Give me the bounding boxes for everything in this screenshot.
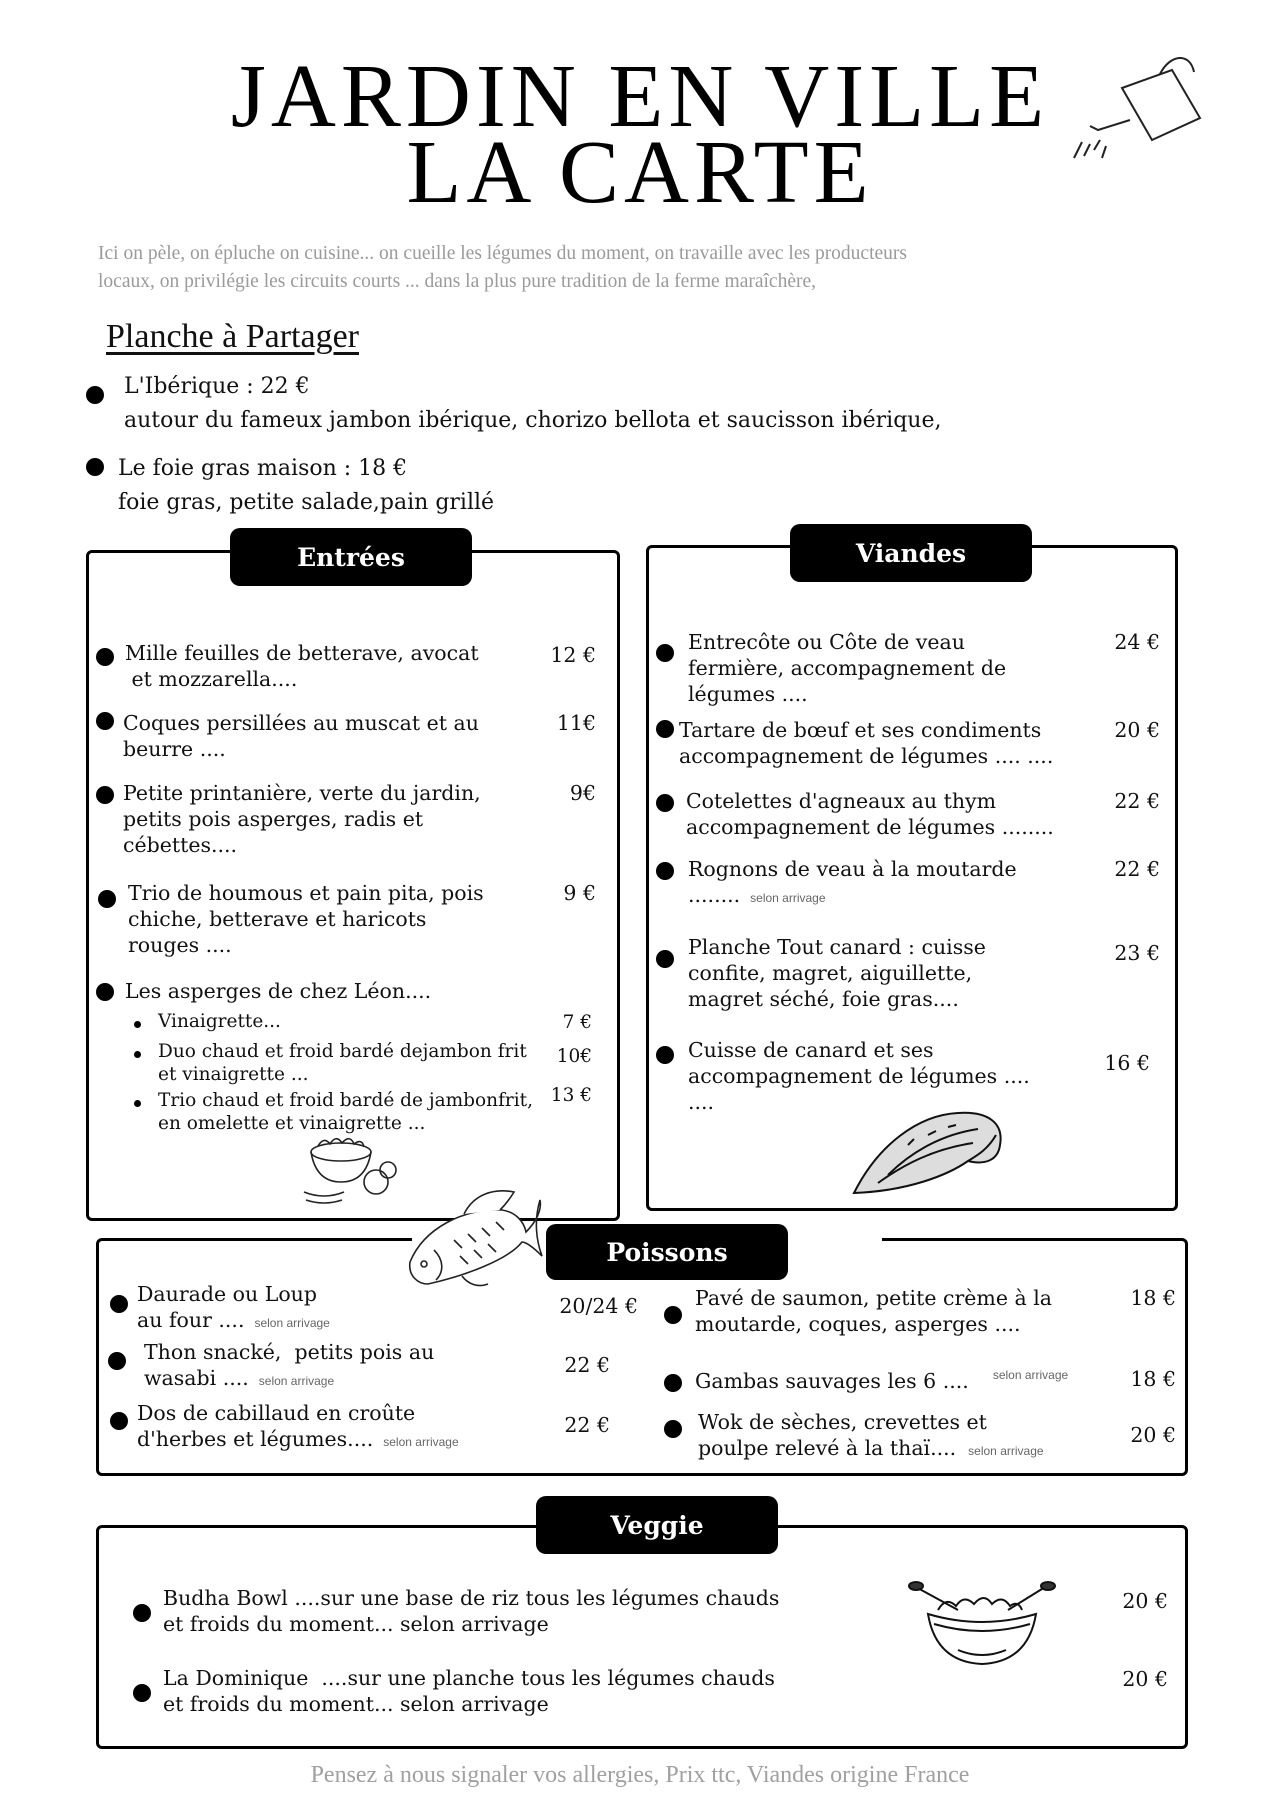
bullet xyxy=(133,1604,151,1622)
footer-note: Pensez à nous signaler vos allergies, Prix ttc, Viandes origine France xyxy=(310,1762,970,1788)
item-line: et mozzarella.... xyxy=(125,667,298,691)
entree-price: 11€ xyxy=(556,711,596,735)
item-line: moutarde, coques, asperges .... xyxy=(695,1312,1021,1336)
intro-line-2: locaux, on privilégie les circuits courts ... dans la plus pure tradition de la ferme maraîchère, xyxy=(98,271,816,292)
planche-item-2-title: Le foie gras maison : 18 € xyxy=(118,456,408,481)
selon-arrivage-note: selon arrivage xyxy=(258,1374,335,1388)
salad-bowl-icon xyxy=(908,1580,1056,1672)
item-line: frit, en omelette et vinaigrette ... xyxy=(158,1090,533,1134)
poisson-price: 20/24 € xyxy=(559,1294,638,1318)
poissons-heading: Poissons xyxy=(546,1224,788,1280)
poisson-price: 20 € xyxy=(1130,1423,1176,1447)
entree-sub-price: 13 € xyxy=(550,1085,592,1106)
viande-item xyxy=(688,1037,1088,1115)
item-line: au four .... xyxy=(137,1308,245,1332)
bullet xyxy=(98,890,116,908)
viande-price: 22 € xyxy=(1114,857,1160,881)
item-line: légumes .... xyxy=(688,682,808,706)
item-line: Vinaigrette... xyxy=(158,1011,281,1032)
poisson-price: 18 € xyxy=(1130,1286,1176,1310)
bullet xyxy=(108,1352,126,1370)
item-line: magret séché, foie gras.... xyxy=(688,987,959,1011)
entree-sub-price: 10€ xyxy=(556,1046,592,1067)
selon-arrivage-note: selon arrivage xyxy=(968,1444,1044,1458)
item-line: Budha Bowl ....sur une base de riz tous les légumes chauds xyxy=(163,1586,780,1610)
viande-price: 24 € xyxy=(1114,630,1160,654)
bullet xyxy=(86,386,104,404)
entree-sub-item xyxy=(158,1010,548,1033)
viande-item xyxy=(686,788,1096,840)
poisson-price: 22 € xyxy=(564,1353,610,1377)
planche-item-1-desc: autour du fameux jambon ibérique, chorizo bellota et saucisson ibérique, xyxy=(124,408,942,433)
item-line: accompagnement de légumes ........ xyxy=(686,815,1054,839)
veggie-heading: Veggie xyxy=(536,1496,778,1554)
bullet xyxy=(664,1374,682,1392)
meat-cut-icon xyxy=(848,1105,1008,1200)
item-line: Tartare de bœuf et ses condiments xyxy=(679,718,1042,742)
sub-bullet xyxy=(134,1021,141,1028)
poisson-item xyxy=(144,1339,544,1394)
bullet xyxy=(110,1295,128,1313)
selon-arrivage-note: selon arrivage xyxy=(383,1435,459,1449)
entree-item xyxy=(125,640,540,692)
item-line: et froids du moment... selon arrivage xyxy=(163,1612,549,1636)
item-line: cébettes.... xyxy=(123,833,238,857)
poisson-item xyxy=(695,1368,1115,1397)
entree-price: 9 € xyxy=(563,881,596,905)
item-line: Daurade ou Loup xyxy=(137,1282,317,1306)
veggie-item xyxy=(163,1585,903,1637)
item-line: confite, magret, aiguillette, xyxy=(688,961,973,985)
item-line: Les asperges de chez Léon.... xyxy=(125,979,432,1003)
bullet xyxy=(656,644,674,662)
item-line: Rognons de veau à la moutarde xyxy=(688,857,1017,881)
item-line: accompagnement de légumes .... .... xyxy=(679,744,1054,768)
sub-bullet xyxy=(134,1100,141,1107)
veggie-price: 20 € xyxy=(1122,1589,1168,1613)
entree-item xyxy=(125,978,540,1004)
item-line: Mille feuilles de betterave, avocat xyxy=(125,641,479,665)
entree-sub-item xyxy=(158,1089,558,1135)
entree-item xyxy=(128,880,543,958)
watering-can-icon xyxy=(1060,48,1210,178)
planche-heading: Planche à Partager xyxy=(106,318,359,355)
item-line: Petite printanière, verte du jardin, xyxy=(123,781,481,805)
bullet xyxy=(96,712,114,730)
poisson-price: 18 € xyxy=(1130,1367,1176,1391)
bullet xyxy=(133,1684,151,1702)
item-line: beurre .... xyxy=(123,737,226,761)
item-line: Duo chaud et froid bardé de xyxy=(158,1041,423,1062)
item-line: d'herbes et légumes.... xyxy=(137,1427,374,1451)
planche-item-1-title: L'Ibérique : 22 € xyxy=(124,374,310,399)
item-line: wasabi .... xyxy=(144,1366,249,1390)
item-line: .... xyxy=(688,1090,715,1114)
viande-item xyxy=(679,717,1099,769)
vegetable-basket-icon xyxy=(296,1130,406,1210)
item-line: La Dominique ....sur une planche tous les légumes chauds xyxy=(163,1666,775,1690)
item-line: Entrecôte ou Côte de veau xyxy=(688,630,965,654)
fish-icon xyxy=(404,1180,544,1292)
item-line: Cuisse de canard et ses xyxy=(688,1038,934,1062)
title-line-1: JARDIN EN VILLE xyxy=(230,47,1050,146)
item-line: jambon frit et vinaigrette ... xyxy=(158,1041,527,1085)
entree-item xyxy=(123,710,538,762)
bullet xyxy=(96,648,114,666)
viande-item xyxy=(688,856,1088,911)
entree-sub-item xyxy=(158,1040,548,1086)
viande-item xyxy=(688,629,1088,707)
bullet xyxy=(96,983,114,1001)
poisson-item xyxy=(137,1281,537,1336)
viandes-heading: Viandes xyxy=(790,524,1032,582)
veggie-item xyxy=(163,1665,903,1717)
viande-price: 23 € xyxy=(1114,941,1160,965)
selon-arrivage-note: selon arrivage xyxy=(750,891,826,905)
item-line: Cotelettes d'agneaux au thym xyxy=(686,789,997,813)
poisson-item xyxy=(137,1400,537,1455)
entree-sub-price: 7 € xyxy=(562,1012,592,1033)
item-line: petits pois asperges, radis et xyxy=(123,807,424,831)
selon-arrivage-note: selon arrivage xyxy=(992,1368,1069,1382)
bullet xyxy=(96,786,114,804)
viande-price: 20 € xyxy=(1114,718,1160,742)
viande-price: 22 € xyxy=(1114,789,1160,813)
entree-price: 9€ xyxy=(569,781,596,805)
item-line: ........ xyxy=(688,883,741,907)
item-line: Trio de houmous et pain pita, pois xyxy=(128,881,484,905)
poisson-item xyxy=(695,1285,1115,1337)
bullet xyxy=(656,720,674,738)
selon-arrivage-note: selon arrivage xyxy=(254,1316,330,1330)
item-line: Gambas sauvages les 6 .... xyxy=(695,1369,969,1393)
bullet xyxy=(656,862,674,880)
item-line: accompagnement de légumes .... xyxy=(688,1064,1030,1088)
intro-line-1: Ici on pèle, on épluche on cuisine... on cueille les légumes du moment, on travaille avec les producteurs xyxy=(98,243,907,264)
poisson-item xyxy=(698,1409,1118,1464)
viande-item xyxy=(688,934,1088,1012)
item-line: Wok de sèches, crevettes et xyxy=(698,1410,987,1434)
item-line: fermière, accompagnement de xyxy=(688,656,1007,680)
item-line: rouges .... xyxy=(128,933,232,957)
item-line: poulpe relevé à la thaï.... xyxy=(698,1436,957,1460)
entree-item xyxy=(123,780,538,858)
bullet xyxy=(110,1412,128,1430)
viande-price: 16 € xyxy=(1104,1051,1150,1075)
veggie-price: 20 € xyxy=(1122,1667,1168,1691)
item-line: Thon snacké, petits pois au xyxy=(144,1340,435,1364)
bullet xyxy=(656,1046,674,1064)
bullet xyxy=(656,794,674,812)
item-line: Planche Tout canard : cuisse xyxy=(688,935,986,959)
item-line: Coques persillées au muscat et au xyxy=(123,711,479,735)
item-line: Dos de cabillaud en croûte xyxy=(137,1401,416,1425)
item-line: chiche, betterave et haricots xyxy=(128,907,427,931)
planche-item-2-desc: foie gras, petite salade,pain grillé xyxy=(118,490,495,515)
title-line-2: LA CARTE xyxy=(406,123,874,222)
bullet xyxy=(664,1420,682,1438)
entrees-heading: Entrées xyxy=(230,528,472,586)
item-line: Pavé de saumon, petite crème à la xyxy=(695,1286,1053,1310)
item-line: Trio chaud et froid bardé de jambon xyxy=(158,1090,499,1111)
bullet xyxy=(656,950,674,968)
poisson-price: 22 € xyxy=(564,1413,610,1437)
entree-price: 12 € xyxy=(550,643,596,667)
bullet xyxy=(664,1306,682,1324)
sub-bullet xyxy=(134,1051,141,1058)
bullet xyxy=(86,458,104,476)
item-line: et froids du moment... selon arrivage xyxy=(163,1692,549,1716)
